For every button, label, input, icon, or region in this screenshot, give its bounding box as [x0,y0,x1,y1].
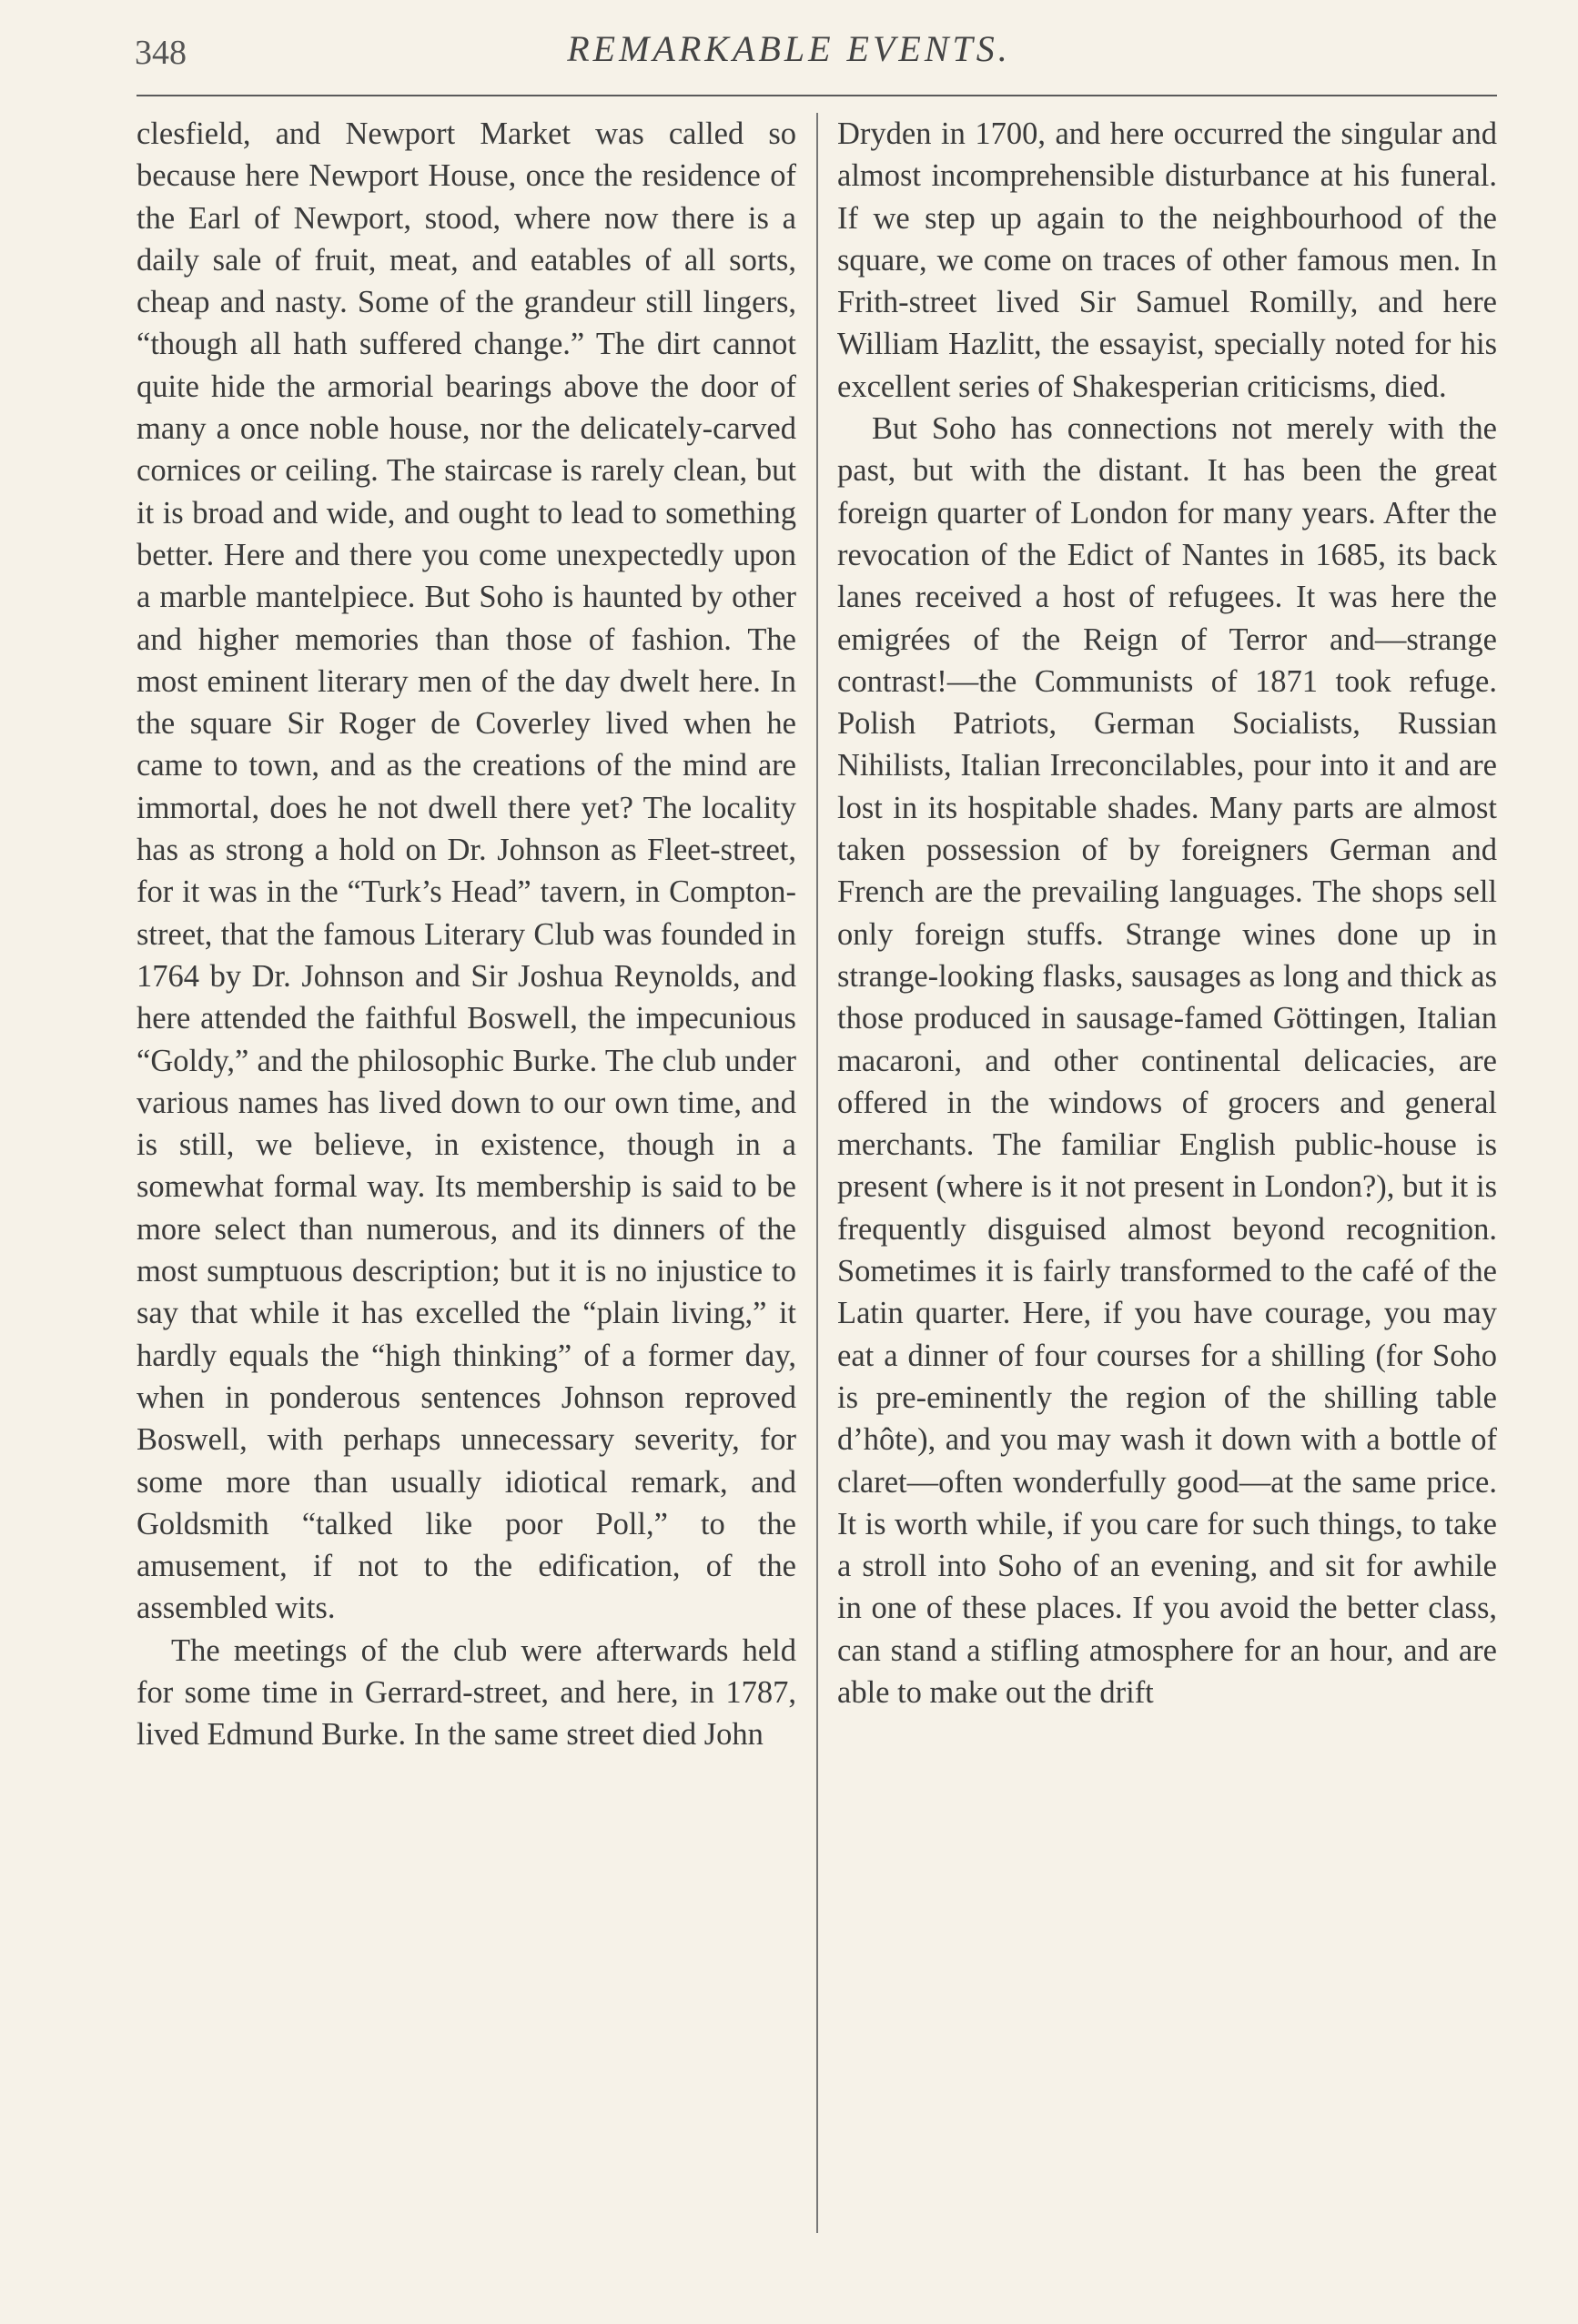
paragraph: The meetings of the club were afterwards held for some time in Gerrard-street, and here, in 1787, lived Edmund Burke. In the same street died John [137,1632,796,1753]
running-head: REMARKABLE EVENTS. [567,28,1011,69]
paragraph: clesfield, and Newport Market was called so because here Newport House, once the residence of the Earl of Newport, stood, where now there is a daily sale of fruit, meat, and eatables of all sorts, cheap and nasty. Some of the grandeur still lingers, “though all hath suffered change.” The dirt cannot quite hide the armorial bearings above the door of many a once noble house, nor the delicately-carved cornices or ceiling. The staircase is rarely clean, but it is broad and wide, and ought to lead to something better. Here and there you come unexpectedly upon a marble mantelpiece. But Soho is haunted by other and higher memories than those of fashion. The most eminent literary men of the day dwelt here. In the square Sir Roger de Coverley lived when he came to town, and as the creations of the mind are immortal, does he not dwell there yet? The locality has as strong a hold on Dr. Johnson as Fleet-street, for it was in the “Turk’s Head” tavern, in Compton-street, that the famous Literary Club was founded in 1764 by Dr. Johnson and Sir Joshua Reynolds, and here attended the faithful Boswell, the impecunious “Goldy,” and the philosophic Burke. The club under various names has lived down to our own time, and is still, we believe, in existence, though in a somewhat formal way. Its membership is said to be more select than numerous, and its dinners of the most sumptuous description; but it is no injustice to say that while it has excelled the “plain living,” it hardly equals the “high thinking” of a former day, when in ponderous sentences Johnson reproved Boswell, with perhaps unnecessary severity, for some more than usually idiotical remark, and Goldsmith “talked like poor Poll,” to the amusement, if not to the edification, of the assembled wits. [137,116,796,1626]
paragraph: But Soho has connections not merely with the past, but with the distant. It has been the great foreign quarter of London for many years. After the revocation of the Edict of Nantes in 1685, its back lanes received a host of refugees. It was here the emigrées of the Reign of Terror and—strange contrast!—the Communists of 1871 took refuge. Polish Patriots, German Socialists, Russian Nihilists, Italian Irreconcilables, pour into it and are lost in its hospitable shades. Many parts are almost taken possession of by foreigners German and French are the prevailing languages. The shops sell only foreign stuffs. Strange wines done up in strange-looking flasks, sausages as long and thick as those produced in sausage-famed Göttingen, Italian macaroni, and other continental delicacies, are offered in the windows of grocers and general merchants. The familiar English public-house is present (where is it not present in London?), but it is frequently disguised almost beyond recognition. Sometimes it is fairly transformed to the café of the Latin quarter. Here, if you have courage, you may eat a dinner of four courses for a shilling (for Soho is pre-eminently the region of the shilling table d’hôte), and you may wash it down with a bottle of claret—often wonderfully good—at the same price. It is worth while, if you care for such things, to take a stroll into Soho of an evening, and sit for awhile in one of these places. If you avoid the better class, can stand a stifling atmosphere for an hour, and are able to make out the drift [837,411,1497,1710]
right-column [837,113,1497,1713]
page-number: 348 [135,34,187,72]
header-rule [137,95,1497,96]
column-divider [816,113,818,2233]
left-column [137,113,796,1756]
paragraph: Dryden in 1700, and here occurred the singular and almost incomprehensible disturbance at his funeral. If we step up again to the neighbourhood of the square, we come on traces of other famous men. In Frith-street lived Sir Samuel Romilly, and here William Hazlitt, the essayist, specially noted for his excellent series of Shakesperian criticisms, died. [837,116,1497,404]
